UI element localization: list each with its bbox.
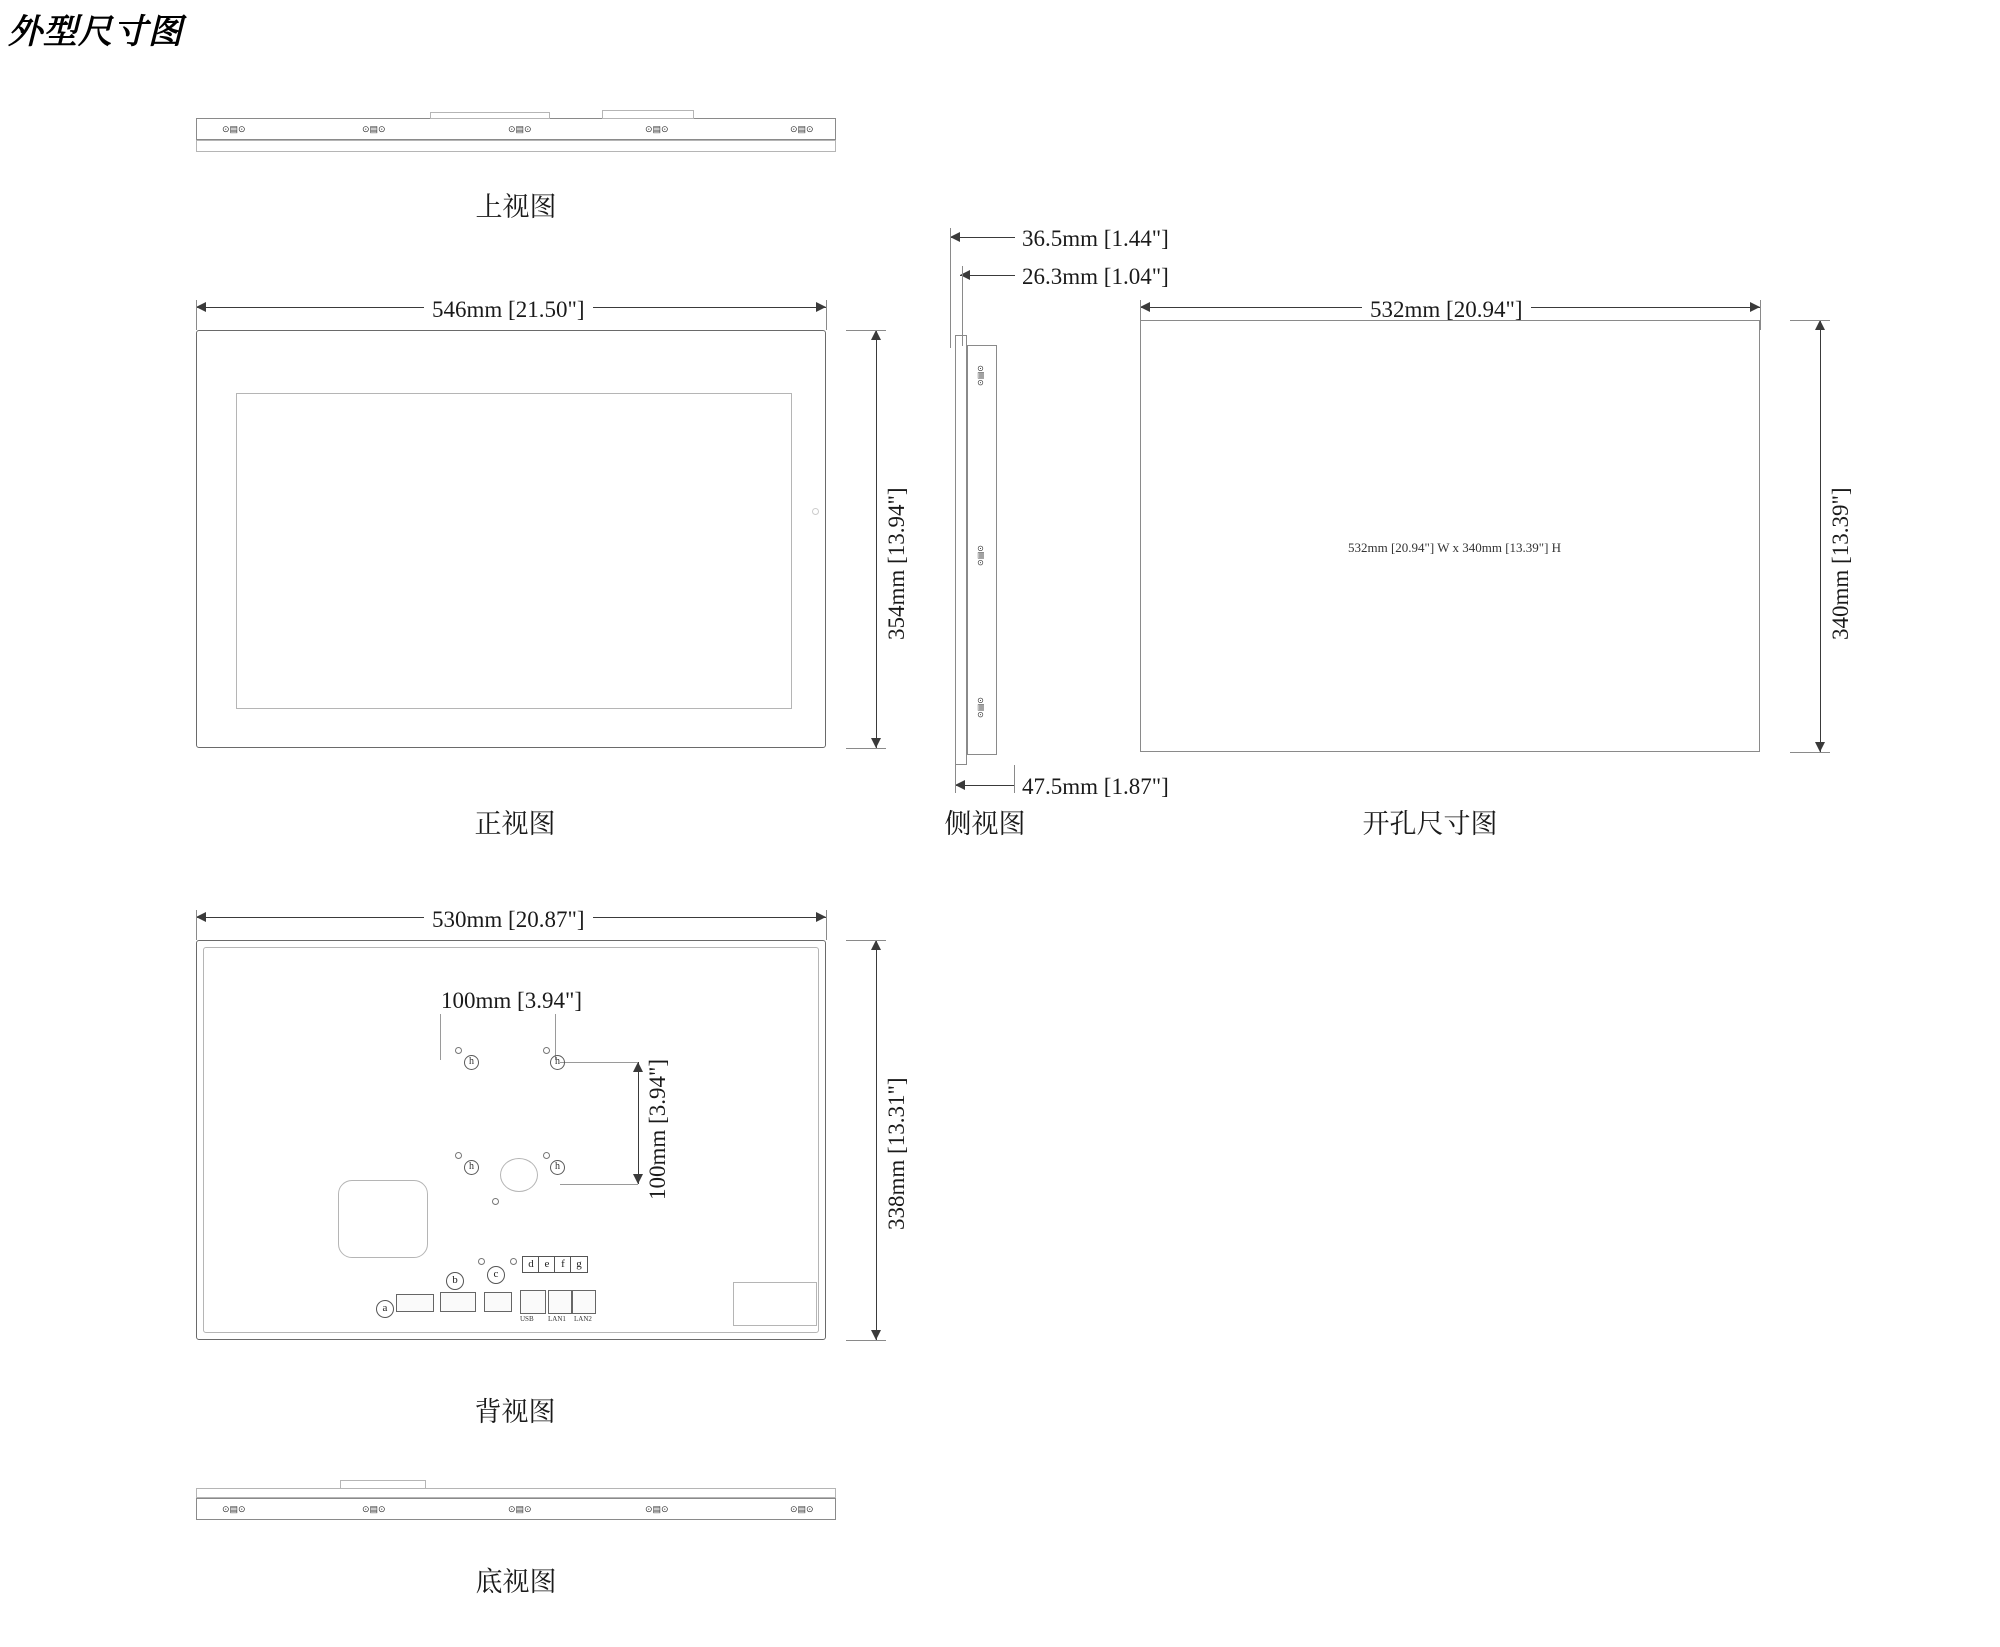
connector-tag-d: d bbox=[522, 1256, 540, 1273]
vesa-hole-bottom-right: h bbox=[550, 1160, 565, 1175]
port-label-usb: USB bbox=[520, 1315, 534, 1323]
vesa-dot-top-right bbox=[543, 1047, 550, 1054]
cutout-width-arrow-right bbox=[1750, 302, 1760, 312]
bottom-view-screw-5: ⊙▤⊙ bbox=[790, 1504, 814, 1514]
connector-tag-f: f bbox=[554, 1256, 572, 1273]
top-view-center-detail bbox=[430, 112, 550, 119]
side-view-bezel bbox=[955, 335, 967, 765]
side-depth2-ext bbox=[962, 266, 963, 346]
front-width-dim: 546mm [21.50"] bbox=[424, 297, 593, 323]
cutout-height-ext-top bbox=[1790, 320, 1830, 321]
bottom-view-screw-3: ⊙▤⊙ bbox=[508, 1504, 532, 1514]
front-view-caption: 正视图 bbox=[474, 809, 556, 839]
bottom-view-screw-2: ⊙▤⊙ bbox=[362, 1504, 386, 1514]
vesa-dot-bottom-left bbox=[455, 1152, 462, 1159]
top-view-screw-2: ⊙▤⊙ bbox=[362, 124, 386, 134]
top-view-bezel bbox=[196, 140, 836, 152]
back-vent-detail bbox=[500, 1158, 538, 1192]
front-width-ext-right bbox=[826, 300, 827, 330]
cutout-inner-note: 532mm [20.94"] W x 340mm [13.39"] H bbox=[1348, 540, 1562, 555]
cutout-width-arrow-left bbox=[1140, 302, 1150, 312]
connector-tag-a: a bbox=[376, 1300, 394, 1318]
side-view-caption: 侧视图 bbox=[944, 809, 1026, 839]
front-height-ext-top bbox=[846, 330, 886, 331]
side-depth1-arrow bbox=[950, 232, 960, 242]
vesa-dot-top-left bbox=[455, 1047, 462, 1054]
front-height-ext-bottom bbox=[846, 748, 886, 749]
aux-dot-2 bbox=[510, 1258, 517, 1265]
side-depth1-ext bbox=[950, 228, 951, 348]
back-height-dim: 338mm [13.31"] bbox=[884, 1077, 909, 1230]
front-height-arrow-up bbox=[871, 330, 881, 340]
back-width-ext-right bbox=[826, 910, 827, 940]
back-width-dim: 530mm [20.87"] bbox=[424, 907, 593, 933]
cutout-height-ext-bottom bbox=[1790, 752, 1830, 753]
back-width-ext-left bbox=[196, 910, 197, 940]
cutout-height-arrow-up bbox=[1815, 320, 1825, 330]
vesa-dot-bottom-right bbox=[543, 1152, 550, 1159]
front-view-indicator bbox=[812, 508, 819, 515]
back-label-plate bbox=[733, 1282, 817, 1326]
side-depth3-dim: 47.5mm [1.87"] bbox=[1022, 774, 1169, 799]
front-height-arrow-down bbox=[871, 738, 881, 748]
vesa-hole-top-left: h bbox=[464, 1055, 479, 1070]
front-height-dim: 354mm [13.94"] bbox=[884, 487, 909, 640]
cutout-width-dim: 532mm [20.94"] bbox=[1362, 297, 1531, 323]
top-view-right-detail bbox=[602, 110, 694, 119]
top-view-screw-3: ⊙▤⊙ bbox=[508, 124, 532, 134]
side-depth3-ext-left bbox=[955, 765, 956, 793]
cutout-height-dim-line bbox=[1820, 320, 1821, 752]
page-title: 外型尺寸图 bbox=[8, 14, 183, 51]
connector-tag-g: g bbox=[570, 1256, 588, 1273]
vesa-hole-top-right: h bbox=[550, 1055, 565, 1070]
port-label-lan2: LAN2 bbox=[574, 1315, 592, 1323]
cutout-height-dim: 340mm [13.39"] bbox=[1828, 487, 1853, 640]
front-height-dim-line bbox=[876, 330, 877, 748]
connector-tag-c: c bbox=[487, 1266, 505, 1284]
vesa-v-dim-line bbox=[638, 1062, 639, 1184]
side-view-label-1: ⊙▤⊙ bbox=[976, 365, 985, 386]
top-view-caption: 上视图 bbox=[475, 192, 557, 222]
back-panel-cutout bbox=[338, 1180, 428, 1258]
cutout-height-arrow-down bbox=[1815, 742, 1825, 752]
back-height-arrow-up bbox=[871, 940, 881, 950]
lan2-connector bbox=[572, 1290, 596, 1314]
bottom-view-screw-1: ⊙▤⊙ bbox=[222, 1504, 246, 1514]
vesa-v-arrow-up bbox=[633, 1062, 643, 1072]
cutout-width-ext-right bbox=[1760, 300, 1761, 330]
cutout-rect bbox=[1140, 320, 1760, 752]
vesa-v-ext-top bbox=[560, 1062, 638, 1063]
front-view-active-area bbox=[236, 393, 792, 709]
front-width-ext-left bbox=[196, 300, 197, 330]
lan1-connector bbox=[548, 1290, 572, 1314]
port-label-lan1: LAN1 bbox=[548, 1315, 566, 1323]
connector-tag-b: b bbox=[446, 1272, 464, 1290]
back-width-arrow-right bbox=[816, 912, 826, 922]
vga-connector bbox=[484, 1292, 512, 1312]
bottom-view-center-detail bbox=[340, 1480, 426, 1489]
back-height-ext-bottom bbox=[846, 1340, 886, 1341]
front-width-arrow-left bbox=[196, 302, 206, 312]
com-connector bbox=[440, 1292, 476, 1312]
vesa-v-arrow-down bbox=[633, 1174, 643, 1184]
back-height-dim-line bbox=[876, 940, 877, 1340]
back-height-arrow-down bbox=[871, 1330, 881, 1340]
side-depth3-arrow-left bbox=[955, 780, 965, 790]
side-depth1-dim: 36.5mm [1.44"] bbox=[1022, 226, 1169, 251]
front-width-arrow-right bbox=[816, 302, 826, 312]
side-depth2-dim: 26.3mm [1.04"] bbox=[1022, 264, 1169, 289]
top-view-screw-5: ⊙▤⊙ bbox=[790, 124, 814, 134]
cutout-view-caption: 开孔尺寸图 bbox=[1362, 809, 1498, 839]
vesa-h-dim: 100mm [3.94"] bbox=[437, 988, 586, 1014]
power-connector bbox=[396, 1294, 434, 1312]
top-view-screw-4: ⊙▤⊙ bbox=[645, 124, 669, 134]
bottom-view-screw-4: ⊙▤⊙ bbox=[645, 1504, 669, 1514]
aux-dot-1 bbox=[478, 1258, 485, 1265]
back-view-caption: 背视图 bbox=[474, 1397, 556, 1427]
vesa-v-ext-bottom bbox=[560, 1184, 638, 1185]
top-view-screw-1: ⊙▤⊙ bbox=[222, 124, 246, 134]
bottom-view-caption: 底视图 bbox=[475, 1567, 557, 1597]
back-height-ext-top bbox=[846, 940, 886, 941]
usb-connector bbox=[520, 1290, 546, 1314]
connector-tag-e: e bbox=[538, 1256, 556, 1273]
back-width-arrow-left bbox=[196, 912, 206, 922]
side-view-label-3: ⊙▤⊙ bbox=[976, 697, 985, 718]
center-dot bbox=[492, 1198, 499, 1205]
vesa-hole-bottom-left: h bbox=[464, 1160, 479, 1175]
side-view-label-2: ⊙▤⊙ bbox=[976, 545, 985, 566]
side-depth3-ext-right bbox=[1014, 765, 1015, 793]
vesa-v-dim: 100mm [3.94"] bbox=[645, 1059, 670, 1200]
bottom-view-bezel bbox=[196, 1488, 836, 1498]
